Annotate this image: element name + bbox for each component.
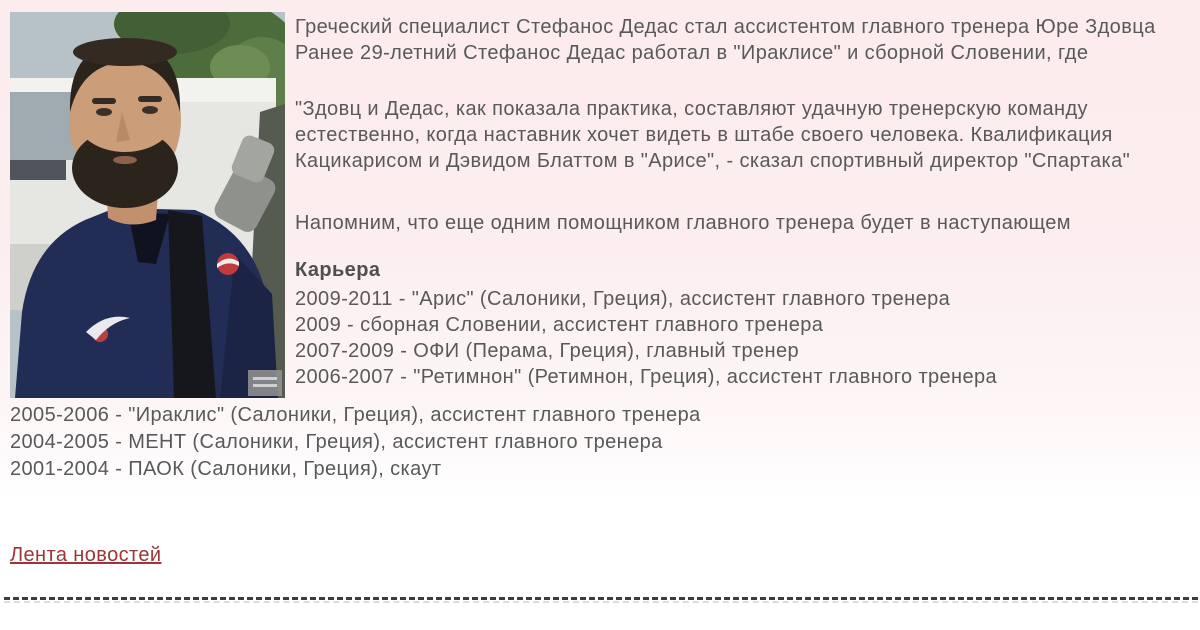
career-item: 2001-2004 - ПАОК (Салоники, Греция), скаут [10,458,442,480]
career-item: 2009 - сборная Словении, ассистент главного тренера [295,314,824,336]
career-item: 2009-2011 - "Арис" (Салоники, Греция), ассистент главного тренера [295,288,951,310]
career-item: 2005-2006 - "Ираклис" (Салоники, Греция), ассистент главного тренера [10,404,701,426]
intro-line: Ранее 29-летний Стефанос Дедас работал в "Ираклисе" и сборной Словении, где [295,42,1089,64]
portrait-photo-illustration [10,12,285,398]
note-line: Напомним, что еще одним помощником главного тренера будет в наступающем [295,212,1071,234]
career-heading: Карьера [295,259,381,281]
career-item: 2004-2005 - МЕНТ (Салоники, Греция), ассистент главного тренера [10,431,663,453]
quote-line: "Здовц и Дедас, как показала практика, составляют удачную тренерскую команду [295,98,1088,120]
quote-line: естественно, когда наставник хочет видеть в штабе своего человека. Квалификация [295,124,1113,146]
article-photo [10,12,285,398]
news-feed-link[interactable]: Лента новостей [10,544,162,566]
photo-watermark [248,370,282,396]
career-item: 2006-2007 - "Ретимнон" (Ретимнон, Греция), ассистент главного тренера [295,366,998,388]
intro-line: Греческий специалист Стефанос Дедас стал ассистентом главного тренера Юре Здовца [295,16,1156,38]
career-item: 2007-2009 - ОФИ (Перама, Греция), главный тренер [295,340,800,362]
dashed-separator-highlight [4,601,1198,603]
dashed-separator [4,597,1198,600]
jacket-logo-right [217,253,239,275]
quote-line: Кацикарисом и Дэвидом Блаттом в "Арисе", - сказал спортивный директор "Спартака" [295,150,1131,172]
